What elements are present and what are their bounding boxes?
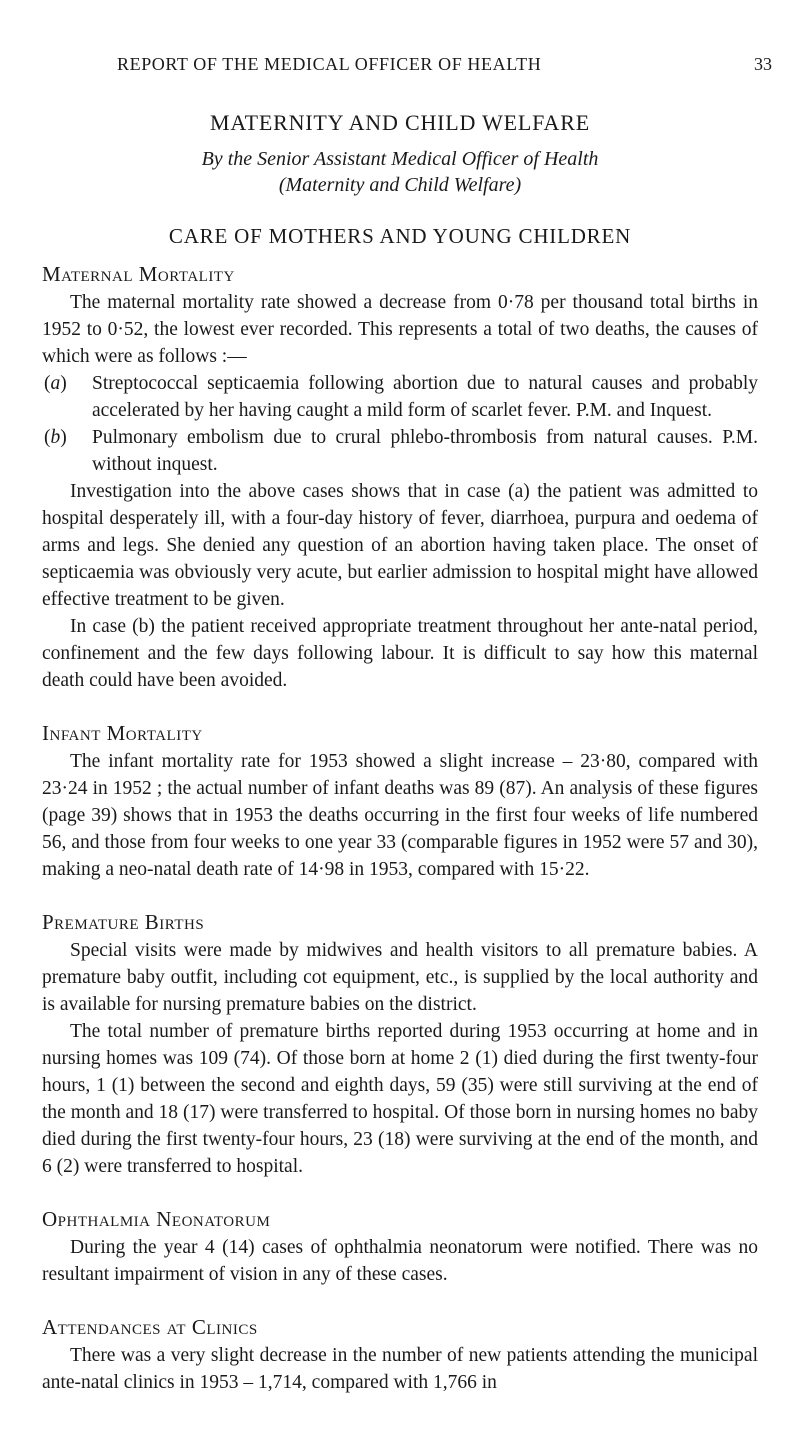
page-number: 33 <box>754 54 772 74</box>
section-title: CARE OF MOTHERS AND YOUNG CHILDREN <box>168 224 632 248</box>
premature-births-paragraph-1: Special visits were made by midwives and health visitors to all premature babies. A premature baby outfit, including cot equipment, etc., is supplied by the local authority and is available for nursing premature babies on the district. <box>42 940 758 1015</box>
cause-item-b <box>42 424 758 478</box>
cause-item-a <box>42 370 758 424</box>
cause-item-a-text: Streptococcal septicaemia following abortion due to natural causes and probably accelerated by her having caught a mild form of scarlet fever. P.M. and Inquest. <box>92 373 758 421</box>
premature-births-paragraph-2: The total number of premature births reported during 1953 occurring at home and in nursing homes was 109 (74). Of those born at home 2 (1) died during the first twenty-four hours, 1 (1) between the second and eighth days, 59 (35) were still surviving at the end of the month and 18 (17) were transferred to hospital. Of those born in nursing homes no baby died during the first twenty-four hours, 23 (18) were surviving at the end of the month, and 6 (2) were transferred to hospital. <box>42 1021 758 1177</box>
maternal-mortality-heading: Maternal Mortality <box>42 262 235 286</box>
cause-item-b-label: (b) <box>44 427 67 448</box>
running-header: REPORT OF THE MEDICAL OFFICER OF HEALTH <box>117 54 542 74</box>
chapter-title: MATERNITY AND CHILD WELFARE <box>210 110 590 135</box>
chapter-subtitle-line-2: (Maternity and Child Welfare) <box>278 174 522 196</box>
infant-mortality-paragraph: The infant mortality rate for 1953 showed a slight increase – 23·80, compared with 23·24 in 1952 ; the actual number of infant deaths was 89 (87). An analysis of these figures (page 39) shows that in 1953 the deaths occurring in the first four weeks of life numbered 56, and those from four weeks to one year 33 (comparable figures in 1952 were 57 and 30), making a neo-natal death rate of 14·98 in 1953, compared with 15·22. <box>42 751 758 880</box>
maternal-case-b-paragraph: In case (b) the patient received appropriate treatment throughout her ante-natal period, confinement and the few days following labour. It is difficult to say how this maternal death could have been avoided. <box>42 616 758 691</box>
cause-item-b-text: Pulmonary embolism due to crural phlebo-thrombosis from natural causes. P.M. without inquest. <box>92 427 758 475</box>
ophthalmia-paragraph: During the year 4 (14) cases of ophthalmia neonatorum were notified. There was no resultant impairment of vision in any of these cases. <box>42 1237 758 1285</box>
clinic-attendances-heading: Attendances at Clinics <box>42 1315 258 1339</box>
chapter-subtitle-line-1: By the Senior Assistant Medical Officer of Health <box>201 148 599 170</box>
maternal-mortality-intro: The maternal mortality rate showed a decrease from 0·78 per thousand total births in 1952 to 0·52, the lowest ever recorded. This represents a total of two deaths, the causes of which were as follows :— <box>42 292 758 367</box>
page-body <box>42 110 758 1396</box>
premature-births-heading: Premature Births <box>42 910 205 934</box>
cause-item-a-label: (a) <box>44 373 67 394</box>
maternal-investigation-paragraph: Investigation into the above cases shows that in case (a) the patient was admitted to hospital desperately ill, with a four-day history of fever, diarrhoea, purpura and oedema of arms and legs. She denied any question of an abortion having taken place. The onset of septicaemia was obviously very acute, but earlier admission to hospital might have allowed effective treatment to be given. <box>42 481 758 610</box>
clinic-attendances-paragraph: There was a very slight decrease in the number of new patients attending the municipal ante-natal clinics in 1953 – 1,714, compared with 1,766 in <box>42 1345 758 1393</box>
ophthalmia-heading: Ophthalmia Neonatorum <box>42 1207 271 1231</box>
infant-mortality-heading: Infant Mortality <box>42 721 203 745</box>
